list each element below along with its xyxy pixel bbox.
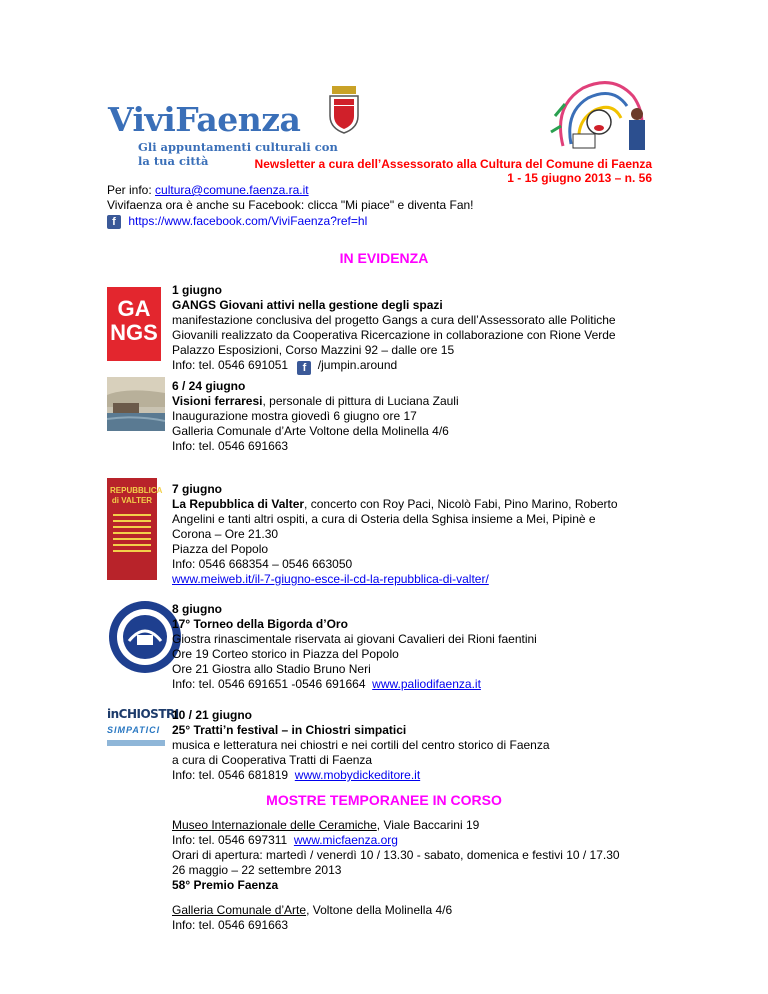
event-line: Angelini e tanti altri ospiti, a cura di Osteria della Sghisa insieme a Mei, Pipinè e [172, 512, 596, 526]
event-line: manifestazione conclusiva del progetto Gangs a cura dell’Assessorato alle Politiche [172, 313, 616, 327]
gangs-thumb-text-bottom: NGS [110, 320, 158, 345]
poster-lines [113, 514, 151, 554]
newsletter-line: Newsletter a cura dell’Assessorato alla Cultura del Comune di Faenza [254, 157, 652, 171]
repubblica-valter-thumbnail [107, 478, 163, 580]
gangs-thumbnail [107, 287, 161, 361]
event-date: 1 giugno [172, 283, 222, 297]
exhibition-link[interactable]: www.micfaenza.org [293, 833, 398, 847]
event-title: GANGS Giovani attivi nella gestione degli spazi [172, 298, 443, 312]
exhibition-venue: Galleria Comunale d’Arte, Voltone della Molinella 4/6 [172, 903, 453, 917]
exhibition-info: Info: tel. 0546 691663 [172, 918, 289, 932]
event-line: Info: 0546 668354 – 0546 663050 [172, 557, 353, 571]
facebook-page: /jumpin.around [317, 358, 398, 372]
event-line: Giovanili realizzato da Cooperativa Ricercazione in collaborazione con Rione Verde [172, 328, 616, 342]
event-line: Piazza del Popolo [172, 542, 269, 556]
info-email-line [107, 183, 309, 197]
event-link[interactable]: www.mobydickeditore.it [294, 768, 421, 782]
event-date: 8 giugno [172, 602, 222, 616]
faenza-crest-icon [326, 86, 362, 134]
info-prefix: Per info: [107, 183, 156, 197]
exhibition-item [172, 818, 712, 893]
event-link[interactable]: www.paliodifaenza.it [372, 677, 481, 691]
event-line: Ore 21 Giostra allo Stadio Bruno Neri [172, 662, 371, 676]
event-date: 6 / 24 giugno [172, 379, 246, 393]
facebook-icon: f [107, 215, 121, 229]
section-mostre: MOSTRE TEMPORANEE IN CORSO [266, 792, 502, 808]
event-info: Info: tel. 0546 691651 -0546 691664 www.paliodifaenza.it [172, 677, 481, 691]
exhibition-info: Info: tel. 0546 697311 www.micfaenza.org [172, 833, 398, 847]
event-item [172, 379, 692, 454]
event-line: Giostra rinascimentale riservata ai giovani Cavalieri dei Rioni faentini [172, 632, 537, 646]
event-line: Galleria Comunale d’Arte Voltone della Molinella 4/6 [172, 424, 449, 438]
email-link[interactable]: cultura@comune.faenza.ra.it [155, 183, 309, 197]
exhibition-hours: Orari di apertura: martedì / venerdì 10 / 13.30 - sabato, domenica e festivi 10 / 17.30 [172, 848, 620, 862]
event-title: 17° Torneo della Bigorda d’Oro [172, 617, 348, 631]
facebook-icon: f [297, 361, 311, 375]
event-title: 25° Tratti’n festival – in Chiostri simpatici [172, 723, 407, 737]
event-date: 10 / 21 giugno [172, 708, 253, 722]
event-item [172, 708, 692, 783]
facebook-line [107, 214, 367, 229]
facebook-text: Vivifaenza ora è anche su Facebook: clicca "Mi piace" e diventa Fan! [107, 198, 474, 212]
event-title: La Repubblica di Valter, concerto con Roy Paci, Nicolò Fabi, Pino Marino, Roberto [172, 497, 618, 511]
section-in-evidenza: IN EVIDENZA [339, 250, 429, 266]
inchiostri-thumbnail [107, 705, 179, 753]
valter-thumb-text: REPUBBLICA di VALTER [110, 486, 163, 505]
event-date: 7 giugno [172, 482, 222, 496]
event-info: Info: tel. 0546 691051 f /jumpin.around [172, 358, 398, 374]
chiostri-thumb-sub: SIMPATICI [107, 725, 161, 735]
header-illustration-icon [543, 76, 655, 154]
chiostri-thumb-text: inCHIOSTRI [107, 707, 179, 721]
exhibition-title: 58° Premio Faenza [172, 878, 279, 892]
event-item [172, 283, 692, 375]
event-item [172, 602, 692, 692]
event-line: Palazzo Esposizioni, Corso Mazzini 92 – dalle ore 15 [172, 343, 455, 357]
visioni-ferraresi-thumbnail [107, 377, 165, 431]
vivifaenza-logo [108, 96, 338, 168]
event-line: a cura di Cooperativa Tratti di Faenza [172, 753, 373, 767]
event-title: Visioni ferraresi, personale di pittura di Luciana Zauli [172, 394, 459, 408]
event-line: musica e letteratura nei chiostri e nei cortili del centro storico di Faenza [172, 738, 550, 752]
logo-subtitle: Gli appuntamenti culturali con la tua città [138, 140, 338, 168]
event-link[interactable]: www.meiweb.it/il-7-giugno-esce-il-cd-la-repubblica-di-valter/ [172, 572, 489, 586]
chiostri-thumb-band [107, 740, 165, 746]
newsletter-issue: 1 - 15 giugno 2013 – n. 56 [507, 171, 652, 185]
exhibition-item [172, 903, 712, 933]
event-line: Inaugurazione mostra giovedì 6 giugno ore 17 [172, 409, 417, 423]
event-item [172, 482, 692, 587]
exhibition-venue: Museo Internazionale delle Ceramiche, Viale Baccarini 19 [172, 818, 480, 832]
logo-title: ViviFaenza [108, 100, 301, 139]
event-line: Corona – Ore 21.30 [172, 527, 279, 541]
event-line: Info: tel. 0546 691663 [172, 439, 289, 453]
exhibition-dates: 26 maggio – 22 settembre 2013 [172, 863, 342, 877]
facebook-link[interactable]: https://www.facebook.com/ViviFaenza?ref=hl [128, 214, 368, 228]
event-line: Ore 19 Corteo storico in Piazza del Popolo [172, 647, 399, 661]
event-info: Info: tel. 0546 681819 www.mobydickeditore.it [172, 768, 421, 782]
gangs-thumb-text-top: GA [117, 296, 151, 321]
